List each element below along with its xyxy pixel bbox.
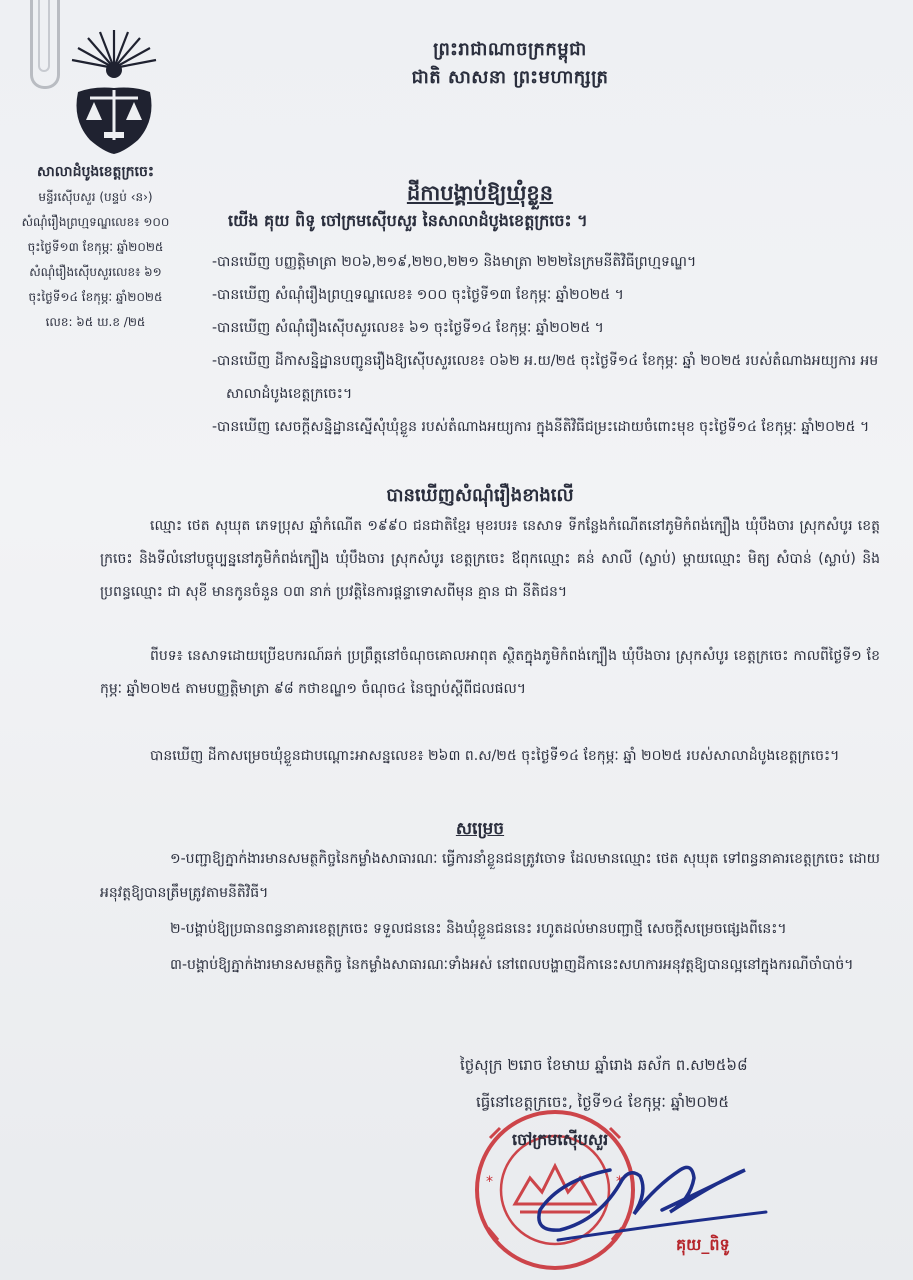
decision-item: ១-បញ្ជាឱ្យភ្នាក់ងារមានសមត្ថកិច្ចនៃកម្លាំងសាធារណៈ ធ្វើការនាំខ្លួនជនត្រូវចោទ ដែលមានឈ្មោះ ថេត សុឃុត ទៅពន្ធនាគារខេត្តក្រចេះ ដោយអនុវត្តឱ្យបានត្រឹមត្រូវតាមនីតិវិធី។ (100, 851, 880, 901)
seen-item: -បានឃើញ សេចក្តីសន្និដ្ឋានស្នើសុំឃុំខ្លួន របស់តំណាងអយ្យការ ក្នុងនីតិវិធីជម្រះដោយចំពោះមុខ ចុះថ្ងៃទី១៤ ខែកុម្ភៈ ឆ្នាំ២០២៥ ។ (212, 419, 870, 435)
decision-heading: សម្រេច (455, 819, 505, 839)
decision-item: ២-បង្គាប់ឱ្យប្រធានពន្ធនាគារខេត្តក្រចេះ ទទួលជននេះ និងឃុំខ្លួនជននេះ រហូតដល់មានបញ្ជាថ្មី សេចក្តីសម្រេចផ្សេងពីនេះ។ (170, 921, 787, 937)
handwritten-signature-icon (530, 1140, 780, 1250)
seen-item: -បានឃើញ សំណុំរឿងស៊ើបសួរលេខ៖ ៦១ ចុះថ្ងៃទី១៤ ខែកុម្ភៈ ឆ្នាំ២០២៥ ។ (212, 320, 604, 336)
decision-list (100, 842, 880, 984)
decision-item: ៣-បង្គាប់ឱ្យភ្នាក់ងារមានសមត្ថកិច្ច នៃកម្លាំងសាធារណៈទាំងអស់ នៅពេលបង្ហាញដីកានេះសហការអនុវត្តឱ្យបានល្អនៅក្នុងករណីចាំបាច់។ (170, 957, 854, 973)
svg-text:*: * (616, 1174, 623, 1190)
paragraph-text: ឈ្មោះ ថេត សុឃុត ភេទប្រុស ឆ្នាំកំណើត ១៩៩០ ជនជាតិខ្មែរ មុខរបរ៖ នេសាទ ទីកន្លែងកំណើតនៅភូមិកំពង់ក្បឿង ឃុំបឹងចារ ស្រុកសំបូរ ខេត្តក្រចេះ និងទីលំនៅបច្ចុប្បន្ននៅភូមិកំពង់ក្បឿង ឃុំបឹងចារ ស្រុកសំបូរ ខេត្តក្រចេះ ឪពុកឈ្មោះ គន់ សាលី (ស្លាប់) ម្តាយឈ្មោះ មិត្យ សំបាន់ (ស្លាប់) និងប្រពន្ធឈ្មោះ ជា សុខី មានកូនចំនួន ០៣ នាក់ ប្រវត្តិនៃការផ្តន្ទាទោសពីមុន គ្មាន ជា នីតិជន។ (100, 518, 880, 600)
office-name: មន្ទីរស៊ើបសួរ (បន្ទប់ ‹ន›) (38, 190, 153, 204)
paper-clip (30, 0, 60, 89)
seen-item: -បានឃើញ ដីកាសន្និដ្ឋានបញ្ជូនរឿងឱ្យស៊ើបសួរលេខ៖ ០៦២ អ.យ/២៥ ចុះថ្ងៃទី១៤ ខែកុម្ភៈ ឆ្នាំ ២០២៥ របស់តំណាងអយ្យការ អមសាលាដំបូងខេត្តក្រចេះ។ (212, 353, 879, 402)
seen-list (212, 246, 892, 444)
section-heading: បានឃើញសំណុំរឿងខាងលើ (386, 485, 574, 506)
document-title: ដីកាបង្គាប់ឱ្យឃុំខ្លួន (406, 181, 554, 205)
charge-paragraph (100, 640, 880, 706)
court-emblem-icon (64, 28, 164, 158)
place-date: ធ្វើនៅខេត្តក្រចេះ, ថ្ងៃទី១៤ ខែកុម្ភៈ ឆ្នាំ២០២៥ (476, 1093, 729, 1111)
kingdom-header (380, 36, 640, 92)
signer-name: គុយ_ពិទូ (676, 1235, 730, 1254)
paragraph-text: បានឃើញ ដីកាសម្រេចឃុំខ្លួនជាបណ្តោះអាសន្នលេខ៖ ២៦៣ ព.ស/២៥ ចុះថ្ងៃទី១៤ ខែកុម្ភៈ ឆ្នាំ ២០២៥ របស់សាលាដំបូងខេត្តក្រចេះ។ (150, 748, 840, 764)
lunar-date: ថ្ងៃសុក្រ ២រោច ខែមាឃ ឆ្នាំរោង ឆស័ក ព.ស២៥៦៨ (460, 1056, 748, 1074)
detention-paragraph (100, 740, 880, 773)
national-motto: ជាតិ សាសនា ព្រះមហាក្សត្រ (411, 67, 609, 88)
kingdom-title: ព្រះរាជាណាចក្រកម្ពុជា (433, 39, 587, 60)
signer-title: ចៅក្រមស៊ើបសួរ (512, 1130, 609, 1149)
investigation-file-number: សំណុំរឿងស៊ើបសួរលេខ៖ ៦១ (29, 265, 162, 279)
order-number: លេខ: ៦៥ ឃ.ខ /២៥ (45, 315, 146, 329)
paragraph-text: ពីបទ៖ នេសាទដោយប្រើឧបករណ៍ឆក់ ប្រព្រឹត្តនៅចំណុចគោលអាពុត ស្ថិតក្នុងភូមិកំពង់ក្បឿង ឃុំបឹងចារ ស្រុកសំបូរ ខេត្តក្រចេះ កាលពីថ្ងៃទី១ ខែកុម្ភៈ ឆ្នាំ២០២៥ តាមបញ្ញត្តិមាត្រា ៩៨ កថាខណ្ឌ១ ចំណុច៤ នៃច្បាប់ស្តីពីជលផល។ (100, 648, 880, 697)
court-info-block (8, 160, 183, 335)
svg-text:*: * (486, 1174, 493, 1190)
seen-item: -បានឃើញ បញ្ញត្តិមាត្រា ២០៦,២១៩,២២០,២២១ និងមាត្រា ២២២នៃក្រមនីតិវិធីព្រហ្មទណ្ឌ។ (212, 254, 697, 270)
judge-intro: យើង គុយ ពិទូ ចៅក្រមស៊ើបសួរ នៃសាលាដំបូងខេត្តក្រចេះ ។ (228, 211, 588, 230)
seen-item: -បានឃើញ សំណុំរឿងព្រហ្មទណ្ឌលេខ៖ ១០០ ចុះថ្ងៃទី១៣ ខែកុម្ភៈ ឆ្នាំ២០២៥ ។ (212, 287, 624, 303)
criminal-file-number: សំណុំរឿងព្រហ្មទណ្ឌលេខ៖ ១០០ (21, 215, 170, 229)
court-name: សាលាដំបូងខេត្តក្រចេះ (37, 164, 154, 180)
accused-paragraph (100, 510, 880, 609)
criminal-file-date: ចុះថ្ងៃទី១៣ ខែកុម្ភៈ ឆ្នាំ២០២៥ (27, 240, 164, 254)
investigation-file-date: ចុះថ្ងៃទី១៤ ខែកុម្ភៈ ឆ្នាំ២០២៥ (28, 290, 163, 304)
